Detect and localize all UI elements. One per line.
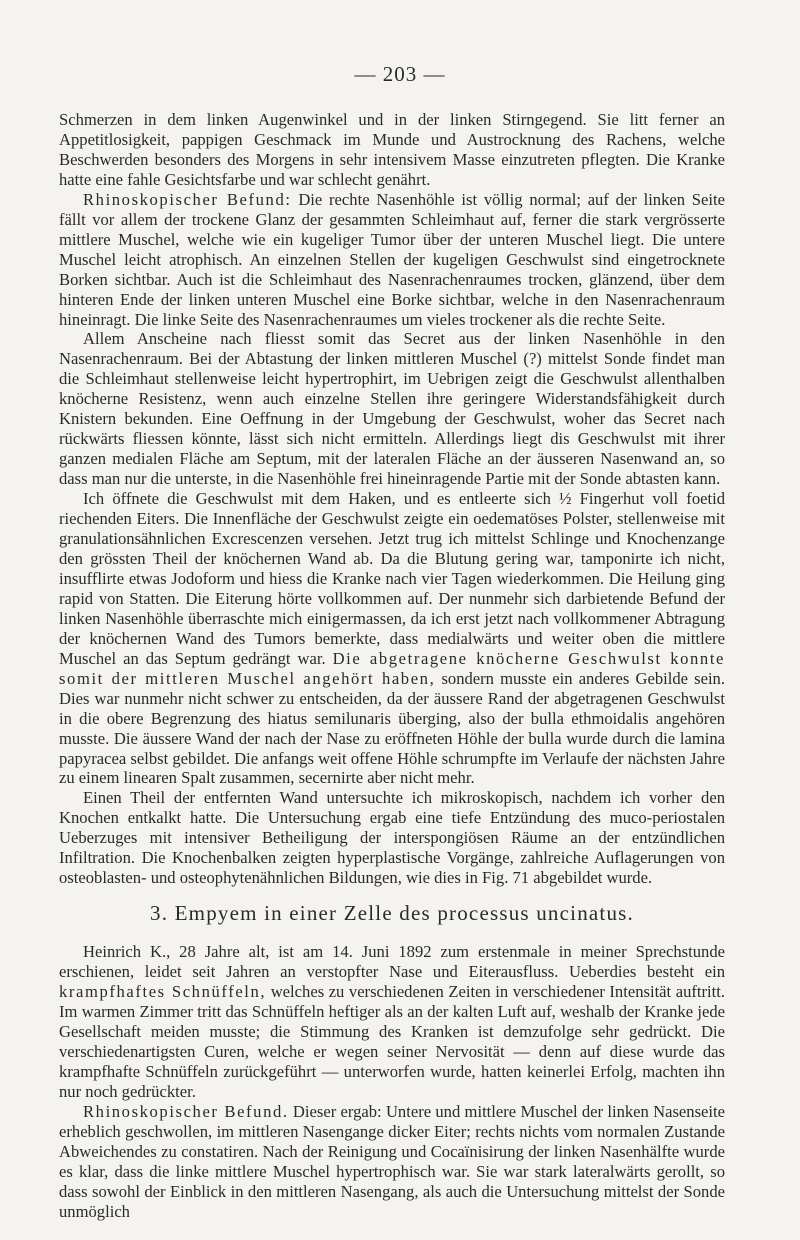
paragraph-4-part-a: Ich öffnete die Geschwulst mit dem Haken, und es entleerte sich ½ Fingerhut voll foetid riechenden Eiters. Die Innenfläche der Geschwulst zeigte ein oedematöses Polster, stellenweise mit granulationsähnlichen Excrescenzen versehen. Jetzt trug ich mittelst Schlinge und Knochenzange den grössten Theil der knöchernen Wand ab. Da die Blutung gering war, tamponirte ich nicht, insufflirte etwas Jodoform und hiess die Kranke nach vier Tagen wiederkommen. Die Heilung ging rapid von Statten. Die Eiterung hörte vollkommen auf. Der nunmehr sich darbietende Befund der linken Nasenhöhle überraschte mich einigermassen, da ich erst jetzt nach vollkommener Abtragung der knöchernen Wand des Tumors bemerkte, dass medialwärts und weiter oben die mittlere Muschel an das Septum gedrängt war. [59, 489, 725, 668]
finding-lead-2: Rhinoskopischer Befund. [83, 1101, 289, 1121]
text-body [59, 110, 725, 1221]
paragraph-1: Schmerzen in dem linken Augenwinkel und in der linken Stirngegend. Sie litt ferner an Appetitlosigkeit, pappigen Geschmack im Munde und Austrocknung des Rachens, welche Beschwerden besonders des Morgens in sehr intensivem Masse einzutreten pflegten. Die Kranke hatte eine fahle Gesichtsfarbe und war schlecht genährt. [59, 110, 725, 189]
finding-text-2: Dieser ergab: Untere und mittlere Muschel der linken Nasenseite erheblich geschwollen, im mittleren Nasengange dicker Eiter; rechts nichts vom normalen Zustande Abweichendes zu constatiren. Nach der Reinigung und Cocaïnisirung der linken Nasenhälfte wurde es klar, dass die linke mittlere Muschel hypertrophisch war. Sie war stark lateralwärts gerollt, so dass sowohl der Einblick in den mittleren Nasengang, als auch die Untersuchung mittelst der Sonde unmöglich [59, 1101, 725, 1221]
paragraph-5: Einen Theil der entfernten Wand untersuchte ich mikroskopisch, nachdem ich vorher den Knochen entkalkt hatte. Die Untersuchung ergab eine tiefe Entzündung des muco-periostalen Ueberzuges mit intensiver Betheiligung der interspongiösen Räume an der entzündlichen Infiltration. Die Knochenbalken zeigten hyperplastische Vorgänge, zahlreiche Auflagerungen von osteoblasten- und osteophytenähnlichen Bildungen, wie dies in Fig. 71 abgebildet wurde. [59, 788, 725, 888]
paragraph-rhinoscopic-finding-1 [59, 190, 725, 330]
case-text-a: Heinrich K., 28 Jahre alt, ist am 14. Juni 1892 zum erstenmale in meiner Sprechstunde erschienen, leidet seit Jahren an verstopfter Nase und Eiterausfluss. Ueberdies besteht ein [59, 942, 725, 982]
paragraph-4-part-c: sondern musste ein anderes Gebilde sein. Dies war nunmehr nicht schwer zu entscheiden, da der äussere Rand der abgetragenen Geschwulst in die obere Begrenzung des hiatus semilunaris überging, also der bulla ethmoidalis angehören musste. Die äussere Wand der nach der Nase zu eröffneten Höhle der bulla wurde durch die lamina papyracea selbst gebildet. Die anfangs weit offene Höhle schrumpfte im Verlaufe der nächsten Jahre zu einem linearen Spalt zusammen, secernirte aber nicht mehr. [59, 668, 726, 788]
finding-text-1: Die rechte Nasenhöhle ist völlig normal; auf der linken Seite fällt vor allem der trockene Glanz der gesammten Schleimhaut auf, ferner die stark vergrösserte mittlere Muschel, welche wie ein kugeliger Tumor über der unteren Muschel liegt. Die untere Muschel leicht atrophisch. An einzelnen Stellen der kugeligen Geschwulst sind eingetrocknete Borken sichtbar. Auch ist die Schleimhaut des Nasenrachenraumes trocken, glänzend, über dem hinteren Ende der linken unteren Muschel eine Borke sichtbar, welche in den Nasenrachenraum hineinragt. Die linke Seite des Nasenrachenraumes um vieles trockener als die rechte Seite. [59, 189, 725, 329]
case-text-c: welches zu verschiedenen Zeiten in verschiedener Intensität auftritt. Im warmen Zimmer tritt das Schnüffeln heftiger als an der kalten Luft auf, weshalb der Kranke jede Gesellschaft meiden musste; die Stimmung des Kranken ist demzufolge sehr gedrückt. Die verschiedenartigsten Curen, welche er wegen seiner Nervosität — denn auf diese wurde das krampfhafte Schnüffeln zurückgeführt — unterworfen wurde, hatten keinerlei Erfolg, machten ihn nur noch gedrückter. [59, 982, 726, 1101]
paragraph-case-history [59, 942, 725, 1102]
page-number: — 203 — [354, 62, 446, 86]
paragraph-rhinoscopic-finding-2 [59, 1102, 725, 1222]
section-heading: 3. Empyem in einer Zelle des processus uncinatus. [150, 901, 634, 926]
case-emphasis: krampfhaftes Schnüffeln, [59, 982, 267, 1002]
finding-lead-1: Rhinoskopischer Befund: [83, 189, 292, 209]
paragraph-4-emphasis: Die abgetragene knöcherne Geschwulst konnte somit der mittleren Muschel angehört haben, [59, 648, 726, 688]
paragraph-4 [59, 489, 725, 788]
paragraph-3: Allem Anscheine nach fliesst somit das Secret aus der linken Nasenhöhle in den Nasenrachenraum. Bei der Abtastung der linken mittleren Muschel (?) mittelst Sonde findet man die Schleimhaut stellenweise leicht hypertrophirt, im Uebrigen zeigt die Geschwulst allenthalben knöcherne Resistenz, wenn auch einzelne Stellen ihre geringere Widerstandsfähigkeit durch Knistern bekunden. Eine Oeffnung in der Umgebung der Geschwulst, woher das Secret nach rückwärts fliessen könnte, lässt sich nicht ermitteln. Allerdings liegt dis Geschwulst mit ihrer ganzen medialen Fläche am Septum, mit der lateralen Fläche an der äusseren Nasenwand an, so dass man nur die unterste, in die Nasenhöhle frei hineinragende Partie mit der Sonde abtasten kann. [59, 329, 725, 489]
